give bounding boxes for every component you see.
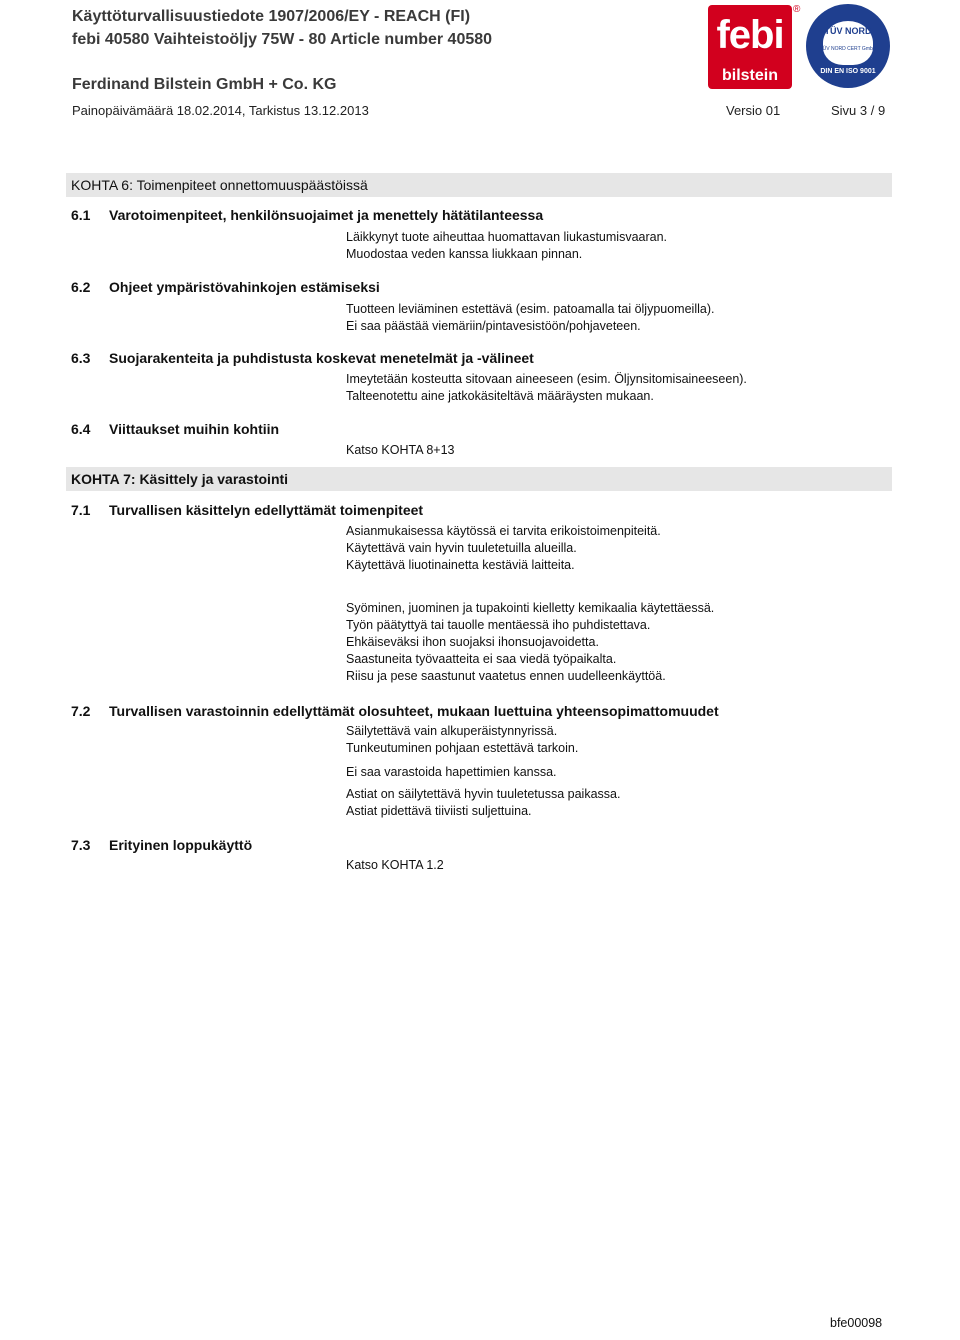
subsection-6-3-heading: 6.3 Suojarakenteita ja puhdistusta koskevat menetelmät ja -välineet (71, 350, 534, 366)
subsection-7-3-text: Katso KOHTA 1.2 (346, 858, 444, 872)
version-label: Versio 01 (726, 103, 781, 118)
tuv-logo-mid: TÜV NORD CERT GmbH (819, 46, 877, 52)
subsection-6-3-text: Imeytetään kosteutta sitovaan aineeseen (esim. Öljynsitomisaineeseen). Talteenotettu aine jatkokäsiteltävä määräysten mukaan. (346, 372, 747, 403)
subsection-6-2-text: Tuotteen leviäminen estettävä (esim. patoamalla tai öljypuomeilla). Ei saa päästää viemäriin/pintavesistöön/pohjaveteen. (346, 302, 715, 333)
product-title: febi 40580 Vaihteistoöljy 75W - 80 Article number 40580 (72, 31, 493, 48)
section-6-title: KOHTA 6: Toimenpiteet onnettomuuspäästöissä (71, 177, 368, 193)
subsection-6-1-heading: 6.1 Varotoimenpiteet, henkilönsuojaimet ja menettely hätätilanteessa (71, 207, 544, 223)
subsection-7-2-text-a: Säilytettävä vain alkuperäistynnyrissä. Tunkeutuminen pohjaan estettävä tarkoin. (346, 724, 579, 755)
subsection-7-1-text-a: Asianmukaisessa käytössä ei tarvita erikoistoimenpiteitä. Käytettävä vain hyvin tuuletetuilla alueilla. Käytettävä liuotinainetta kestäviä laitteita. (346, 524, 661, 572)
subsection-7-2-text-c: Astiat on säilytettävä hyvin tuuletetussa paikassa. Astiat pidettävä tiiviisti suljettuina. (346, 787, 621, 818)
subsection-6-4-heading: 6.4 Viittaukset muihin kohtiin (71, 421, 280, 437)
subsection-6-2-heading: 6.2 Ohjeet ympäristövahinkojen estämiseksi (71, 279, 380, 295)
section-7-header (66, 467, 892, 491)
page-number: Sivu 3 / 9 (831, 103, 886, 118)
tuv-nord-certification-logo (806, 4, 890, 88)
subsection-6-1-text: Läikkynyt tuote aiheuttaa huomattavan liukastumisvaaran. Muodostaa veden kanssa liukkaan pinnan. (346, 230, 668, 261)
subsection-6-4-text: Katso KOHTA 8+13 (346, 443, 455, 457)
tuv-logo-bottom: DIN EN ISO 9001 (820, 68, 876, 75)
febi-logo-text: febi (716, 13, 784, 57)
bilstein-logo-text: bilstein (721, 67, 778, 84)
febi-bilstein-logo (708, 5, 792, 89)
section-7-title: KOHTA 7: Käsittely ja varastointi (71, 471, 289, 487)
tuv-logo-top: TÜV NORD (824, 26, 872, 36)
subsection-7-3-heading: 7.3 Erityinen loppukäyttö (71, 837, 253, 853)
subsection-7-1-heading: 7.1 Turvallisen käsittelyn edellyttämät toimenpiteet (71, 502, 424, 518)
subsection-7-1-text-b: Syöminen, juominen ja tupakointi kielletty kemikaalia käytettäessä. Työn päätyttyä tai tauolle mentäessä iho puhdistettava. Ehkäiseväksi ihon suojaksi ihonsuojavoidetta. Saastuneita työvaatteita ei saa viedä työpaikalta. Riisu ja pese saastunut vaatetus ennen uudelleenkäyttöä. (346, 601, 715, 683)
section-6-header (66, 173, 892, 197)
document-title: Käyttöturvallisuustiedote 1907/2006/EY - REACH (FI) (72, 8, 471, 25)
subsection-7-2-heading: 7.2 Turvallisen varastoinnin edellyttämät olosuhteet, mukaan luettuina yhteensopimattomuudet (71, 703, 719, 719)
company-name: Ferdinand Bilstein GmbH + Co. KG (72, 76, 337, 93)
print-revision-dates: Painopäivämäärä 18.02.2014, Tarkistus 13.12.2013 (72, 103, 369, 118)
subsection-7-2-text-b: Ei saa varastoida hapettimien kanssa. (346, 765, 557, 779)
registered-mark: ® (793, 4, 801, 15)
document-code: bfe00098 (830, 1316, 883, 1330)
